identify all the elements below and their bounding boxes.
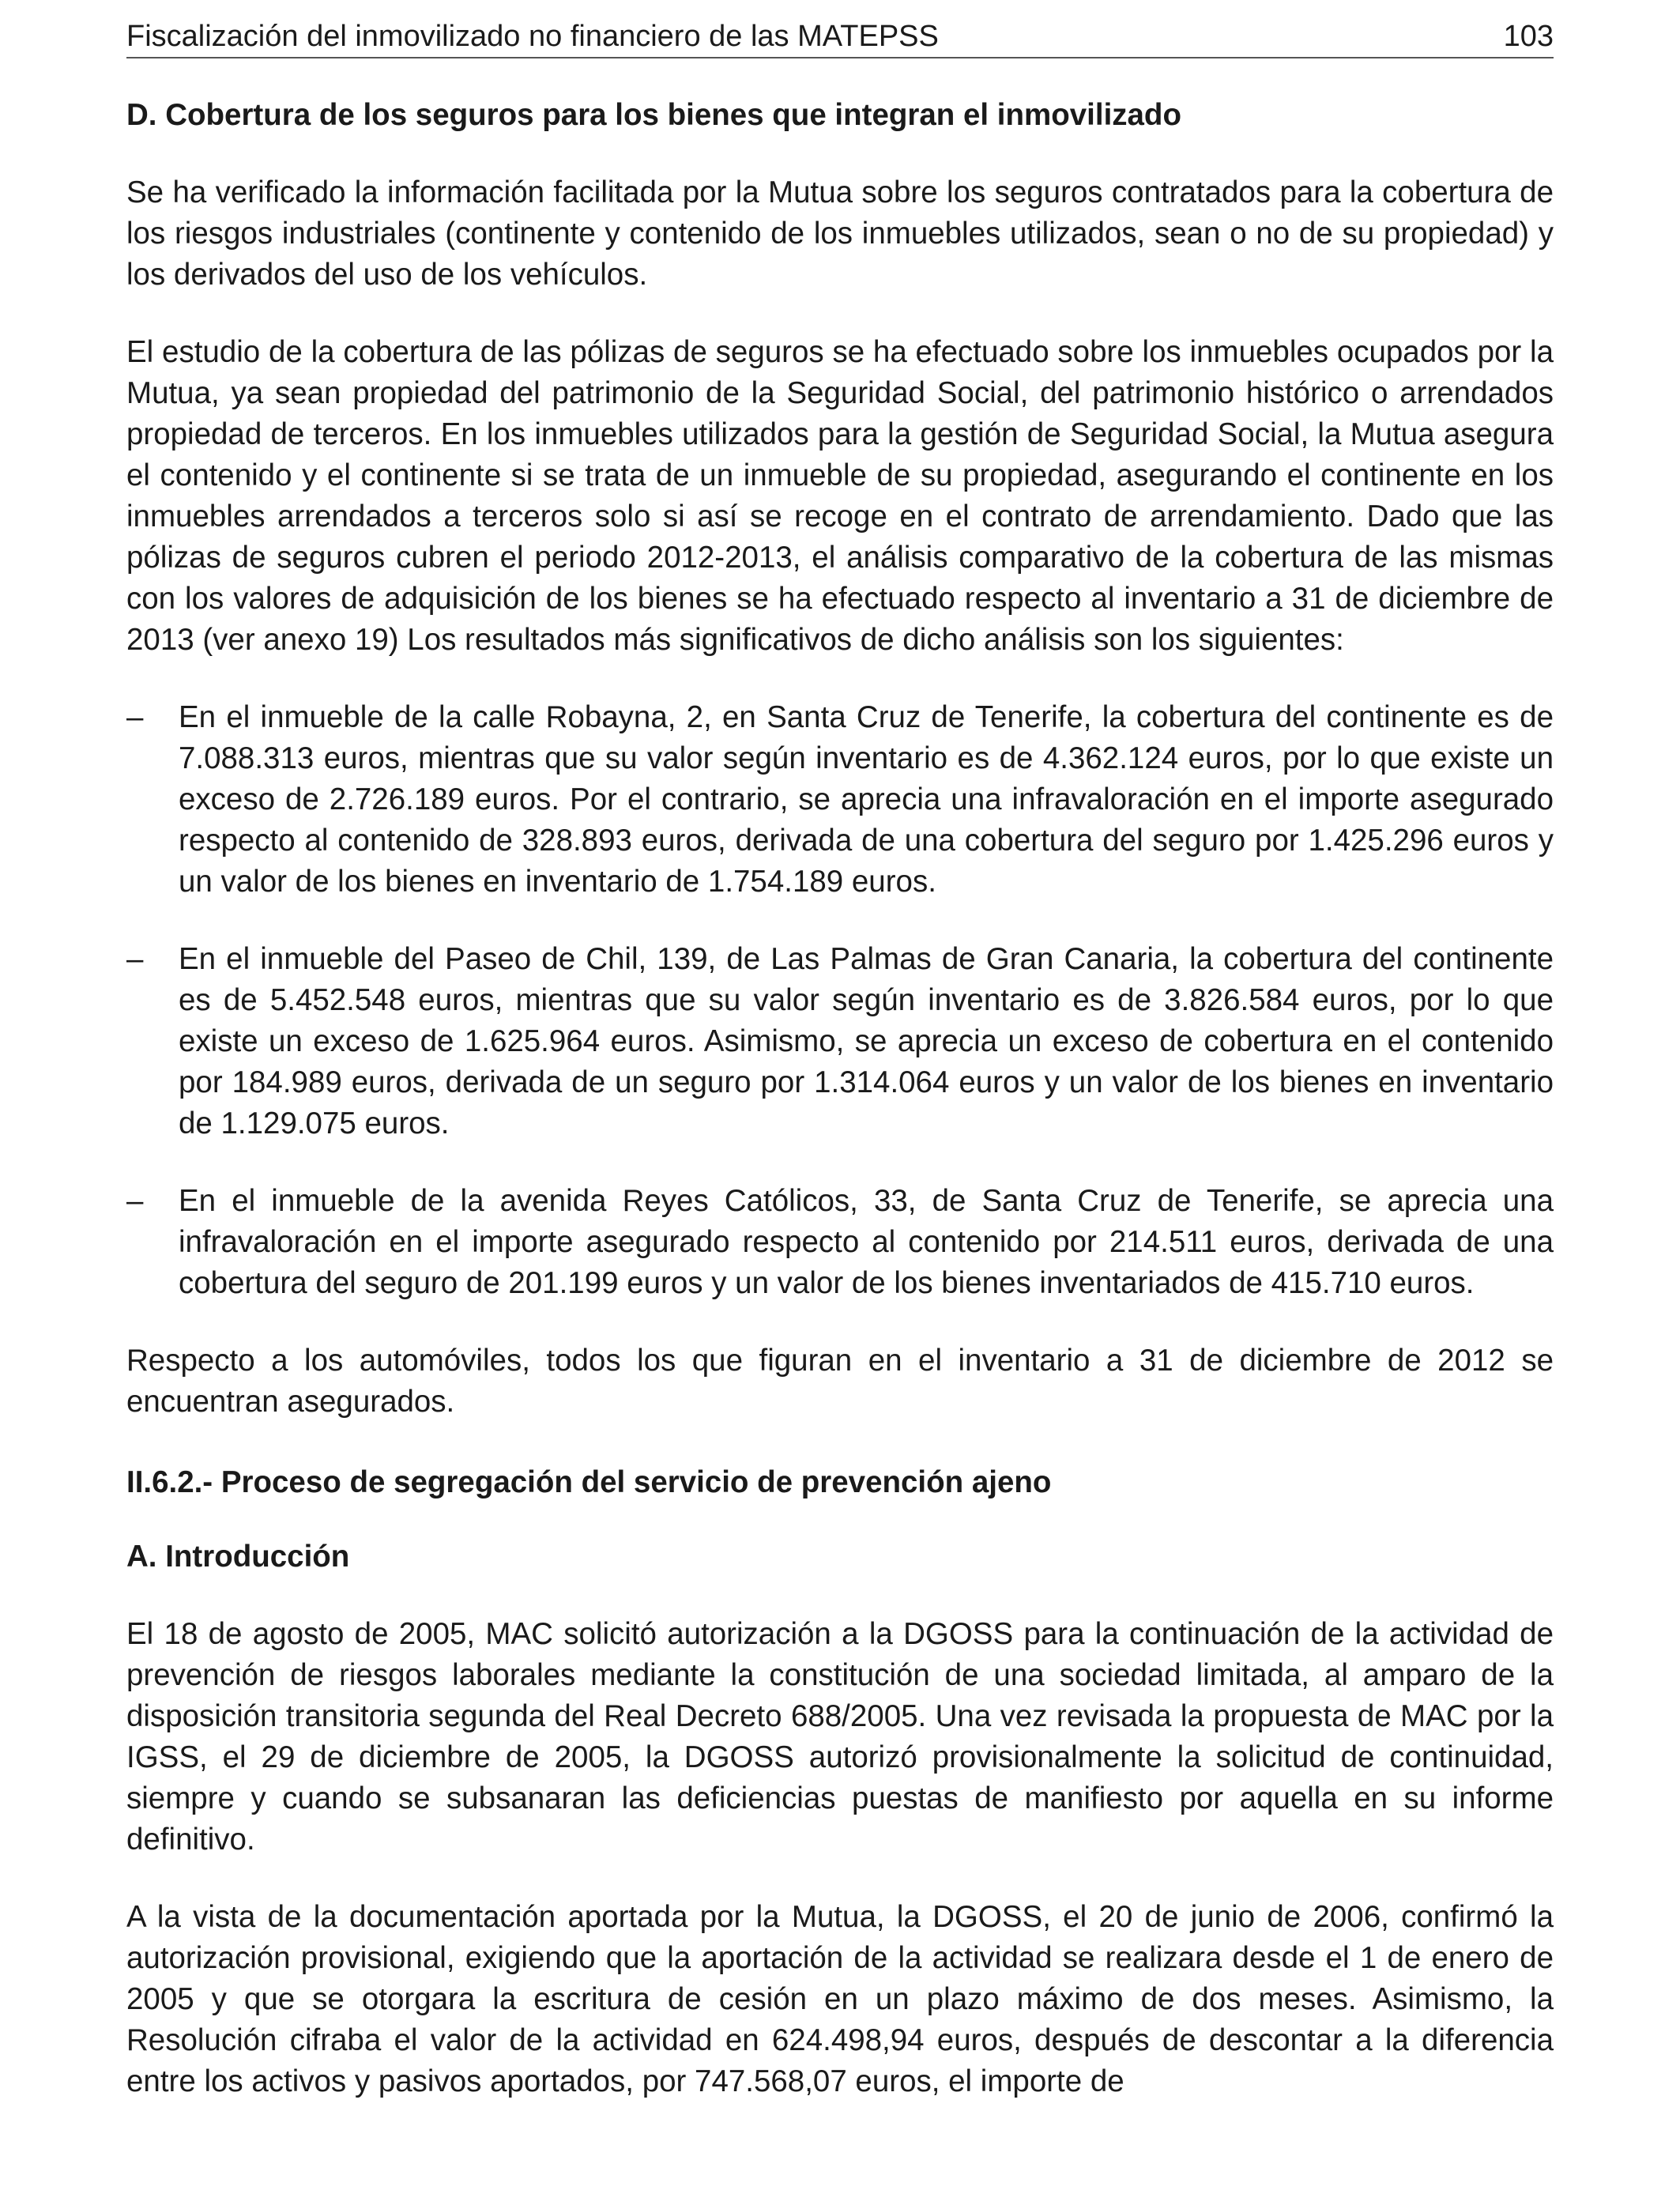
section-d-heading: D. Cobertura de los seguros para los bienes que integran el inmovilizado	[126, 98, 1181, 132]
list-item-text: En el inmueble de la avenida Reyes Católicos, 33, de Santa Cruz de Tenerife, se aprecia una infravaloración en el importe asegurado respecto al contenido por 214.511 euros, derivada de una cobertura del seguro de 201.199 euros y un valor de los bienes inventariados de 415.710 euros.	[179, 1184, 1554, 1300]
page-number: 103	[1503, 20, 1554, 53]
paragraph-insurance-verification: Se ha verificado la información facilitada por la Mutua sobre los seguros contratados para la cobertura de los riesgos industriales (continente y contenido de los inmuebles utilizados, sean o no de su propiedad) y los derivados del uso de los vehículos.	[126, 175, 1554, 292]
paragraph-introduction-1: El 18 de agosto de 2005, MAC solicitó autorización a la DGOSS para la continuación de la actividad de prevención de riesgos laborales mediante la constitución de una sociedad limitada, al amparo de la disposición transitoria segunda del Real Decreto 688/2005. Una vez revisada la propuesta de MAC por la IGSS, el 29 de diciembre de 2005, la DGOSS autorizó provisionalmente la solicitud de continuidad, siempre y cuando se subsanaran las deficiencias puestas de manifiesto por aquella en su informe definitivo.	[126, 1617, 1554, 1857]
page-content	[126, 95, 1554, 2102]
section-a-heading: A. Introducción	[126, 1540, 350, 1574]
dash-marker: –	[126, 942, 144, 976]
list-item-text: En el inmueble de la calle Robayna, 2, en Santa Cruz de Tenerife, la cobertura del continente es de 7.088.313 euros, mientras que su valor según inventario es de 4.362.124 euros, por lo que existe un exceso de 2.726.189 euros. Por el contrario, se aprecia una infravaloración en el importe asegurado respecto al contenido de 328.893 euros, derivada de una cobertura del seguro por 1.425.296 euros y un valor de los bienes en inventario de 1.754.189 euros.	[179, 700, 1554, 899]
dash-marker: –	[126, 1184, 144, 1218]
dash-marker: –	[126, 700, 144, 734]
header-title: Fiscalización del inmovilizado no financiero de las MATEPSS	[126, 20, 939, 53]
paragraph-vehicles: Respecto a los automóviles, todos los que figuran en el inventario a 31 de diciembre de 2012 se encuentran asegurados.	[126, 1344, 1554, 1419]
paragraph-introduction-2: A la vista de la documentación aportada por la Mutua, la DGOSS, el 20 de junio de 2006, confirmó la autorización provisional, exigiendo que la aportación de la actividad se realizara desde el 1 de enero de 2005 y que se otorgara la escritura de cesión en un plazo máximo de dos meses. Asimismo, la Resolución cifraba el valor de la actividad en 624.498,94 euros, después de descontar a la diferencia entre los activos y pasivos aportados, por 747.568,07 euros, el importe de	[126, 1900, 1554, 2098]
paragraph-policy-study: El estudio de la cobertura de las pólizas de seguros se ha efectuado sobre los inmuebles ocupados por la Mutua, ya sean propiedad del patrimonio de la Seguridad Social, del patrimonio histórico o arrendados propiedad de terceros. En los inmuebles utilizados para la gestión de Seguridad Social, la Mutua asegura el contenido y el continente si se trata de un inmueble de su propiedad, asegurando el continente en los inmuebles arrendados a terceros solo si así se recoge en el contrato de arrendamiento. Dado que las pólizas de seguros cubren el periodo 2012-2013, el análisis comparativo de la cobertura de las mismas con los valores de adquisición de los bienes se ha efectuado respecto al inventario a 31 de diciembre de 2013 (ver anexo 19) Los resultados más significativos de dicho análisis son los siguientes:	[126, 335, 1554, 657]
page-header	[126, 16, 1554, 58]
results-list	[126, 697, 1554, 1304]
section-ii62-heading: II.6.2.- Proceso de segregación del servicio de prevención ajeno	[126, 1465, 1052, 1499]
list-item	[126, 939, 1554, 1144]
list-item	[126, 1181, 1554, 1304]
list-item-text: En el inmueble del Paseo de Chil, 139, de Las Palmas de Gran Canaria, la cobertura del continente es de 5.452.548 euros, mientras que su valor según inventario es de 3.826.584 euros, por lo que existe un exceso de 1.625.964 euros. Asimismo, se aprecia un exceso de cobertura en el contenido por 184.989 euros, derivada de un seguro por 1.314.064 euros y un valor de los bienes en inventario de 1.129.075 euros.	[179, 942, 1554, 1140]
list-item	[126, 697, 1554, 903]
